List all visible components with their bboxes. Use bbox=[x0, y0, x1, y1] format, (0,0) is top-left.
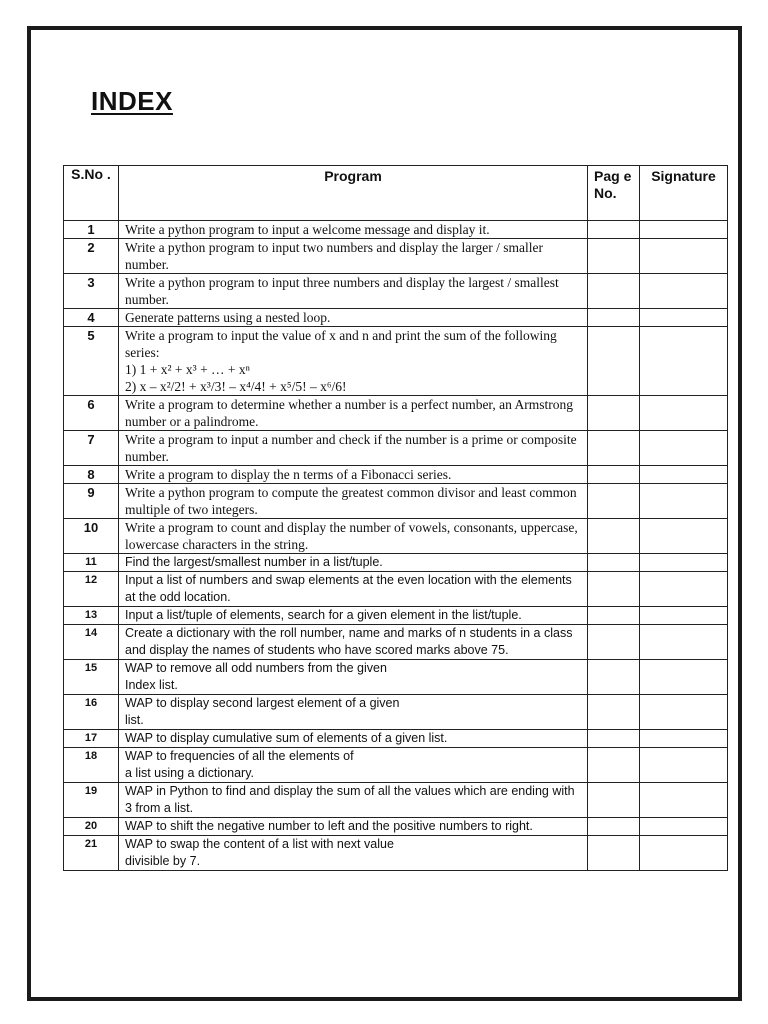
row-number: 4 bbox=[64, 309, 119, 327]
row-number: 19 bbox=[64, 783, 119, 818]
row-page-no bbox=[588, 274, 640, 309]
row-number: 14 bbox=[64, 625, 119, 660]
row-page-no bbox=[588, 748, 640, 783]
row-number: 13 bbox=[64, 607, 119, 625]
row-program: WAP in Python to find and display the sum of all the values which are ending with 3 from a list. bbox=[119, 783, 588, 818]
row-number: 7 bbox=[64, 431, 119, 466]
row-signature bbox=[640, 625, 728, 660]
row-page-no bbox=[588, 221, 640, 239]
row-program: Write a python program to compute the greatest common divisor and least common multiple of two integers. bbox=[119, 484, 588, 519]
table-row bbox=[64, 274, 728, 309]
row-program: Write a python program to input two numbers and display the larger / smaller number. bbox=[119, 239, 588, 274]
table-row bbox=[64, 818, 728, 836]
row-signature bbox=[640, 660, 728, 695]
table-row bbox=[64, 695, 728, 730]
row-number: 12 bbox=[64, 572, 119, 607]
row-program: WAP to remove all odd numbers from the given Index list. bbox=[119, 660, 588, 695]
row-number: 3 bbox=[64, 274, 119, 309]
table-row bbox=[64, 783, 728, 818]
table-row bbox=[64, 625, 728, 660]
row-signature bbox=[640, 274, 728, 309]
row-signature bbox=[640, 836, 728, 871]
row-program: Input a list/tuple of elements, search for a given element in the list/tuple. bbox=[119, 607, 588, 625]
row-signature bbox=[640, 466, 728, 484]
row-page-no bbox=[588, 660, 640, 695]
table-row bbox=[64, 431, 728, 466]
row-page-no bbox=[588, 554, 640, 572]
row-page-no bbox=[588, 466, 640, 484]
row-number: 20 bbox=[64, 818, 119, 836]
row-program: Write a program to determine whether a number is a perfect number, an Armstrong number or a palindrome. bbox=[119, 396, 588, 431]
header-signature: Signature bbox=[640, 166, 728, 221]
row-program: Create a dictionary with the roll number, name and marks of n students in a class and display the names of students who have scored marks above 75. bbox=[119, 625, 588, 660]
row-program: WAP to shift the negative number to left and the positive numbers to right. bbox=[119, 818, 588, 836]
row-number: 8 bbox=[64, 466, 119, 484]
table-row bbox=[64, 239, 728, 274]
row-signature bbox=[640, 748, 728, 783]
row-number: 16 bbox=[64, 695, 119, 730]
row-signature bbox=[640, 783, 728, 818]
table-row bbox=[64, 554, 728, 572]
row-number: 5 bbox=[64, 327, 119, 396]
row-number: 18 bbox=[64, 748, 119, 783]
row-signature bbox=[640, 396, 728, 431]
row-page-no bbox=[588, 396, 640, 431]
table-row bbox=[64, 748, 728, 783]
row-page-no bbox=[588, 625, 640, 660]
table-row bbox=[64, 396, 728, 431]
row-page-no bbox=[588, 519, 640, 554]
page-title: INDEX bbox=[91, 86, 173, 116]
row-signature bbox=[640, 327, 728, 396]
table-row bbox=[64, 309, 728, 327]
row-program: Input a list of numbers and swap elements at the even location with the elements at the odd location. bbox=[119, 572, 588, 607]
row-number: 6 bbox=[64, 396, 119, 431]
row-page-no bbox=[588, 695, 640, 730]
header-page-no: Pag e No. bbox=[588, 166, 640, 221]
table-row bbox=[64, 519, 728, 554]
row-signature bbox=[640, 484, 728, 519]
row-signature bbox=[640, 309, 728, 327]
row-signature bbox=[640, 239, 728, 274]
row-signature bbox=[640, 221, 728, 239]
table-row bbox=[64, 327, 728, 396]
row-program: Write a program to input a number and check if the number is a prime or composite number. bbox=[119, 431, 588, 466]
row-page-no bbox=[588, 607, 640, 625]
row-page-no bbox=[588, 783, 640, 818]
row-number: 10 bbox=[64, 519, 119, 554]
index-table bbox=[63, 165, 728, 871]
header-program: Program bbox=[119, 166, 588, 221]
row-program: Write a program to input the value of x and n and print the sum of the following series: 1) 1 + x² + x³ + … + xⁿ 2) x – x²/2! + x³/3! – x⁴/4! + x⁵/5! – x⁶/6! bbox=[119, 327, 588, 396]
row-program: WAP to display cumulative sum of elements of a given list. bbox=[119, 730, 588, 748]
row-number: 2 bbox=[64, 239, 119, 274]
row-page-no bbox=[588, 572, 640, 607]
row-page-no bbox=[588, 730, 640, 748]
header-sno: S.No . bbox=[64, 166, 119, 221]
row-page-no bbox=[588, 818, 640, 836]
row-program: Write a program to count and display the number of vowels, consonants, uppercase, lowercase characters in the string. bbox=[119, 519, 588, 554]
row-signature bbox=[640, 572, 728, 607]
table-row bbox=[64, 836, 728, 871]
row-signature bbox=[640, 431, 728, 466]
row-page-no bbox=[588, 836, 640, 871]
row-signature bbox=[640, 519, 728, 554]
header-row bbox=[64, 166, 728, 221]
row-page-no bbox=[588, 431, 640, 466]
row-number: 17 bbox=[64, 730, 119, 748]
row-program: Write a python program to input three numbers and display the largest / smallest number. bbox=[119, 274, 588, 309]
table-row bbox=[64, 607, 728, 625]
table-row bbox=[64, 730, 728, 748]
row-signature bbox=[640, 695, 728, 730]
row-program: WAP to frequencies of all the elements of a list using a dictionary. bbox=[119, 748, 588, 783]
row-page-no bbox=[588, 239, 640, 274]
row-page-no bbox=[588, 484, 640, 519]
row-signature bbox=[640, 730, 728, 748]
row-program: Write a python program to input a welcome message and display it. bbox=[119, 221, 588, 239]
row-signature bbox=[640, 607, 728, 625]
row-page-no bbox=[588, 327, 640, 396]
table-row bbox=[64, 466, 728, 484]
row-program: Find the largest/smallest number in a list/tuple. bbox=[119, 554, 588, 572]
table-row bbox=[64, 484, 728, 519]
row-number: 21 bbox=[64, 836, 119, 871]
row-number: 15 bbox=[64, 660, 119, 695]
row-program: WAP to display second largest element of a given list. bbox=[119, 695, 588, 730]
row-program: Generate patterns using a nested loop. bbox=[119, 309, 588, 327]
row-page-no bbox=[588, 309, 640, 327]
table-row bbox=[64, 221, 728, 239]
row-program: Write a program to display the n terms of a Fibonacci series. bbox=[119, 466, 588, 484]
table-row bbox=[64, 660, 728, 695]
row-program: WAP to swap the content of a list with next value divisible by 7. bbox=[119, 836, 588, 871]
row-signature bbox=[640, 818, 728, 836]
row-number: 9 bbox=[64, 484, 119, 519]
table-row bbox=[64, 572, 728, 607]
row-number: 1 bbox=[64, 221, 119, 239]
row-number: 11 bbox=[64, 554, 119, 572]
row-signature bbox=[640, 554, 728, 572]
